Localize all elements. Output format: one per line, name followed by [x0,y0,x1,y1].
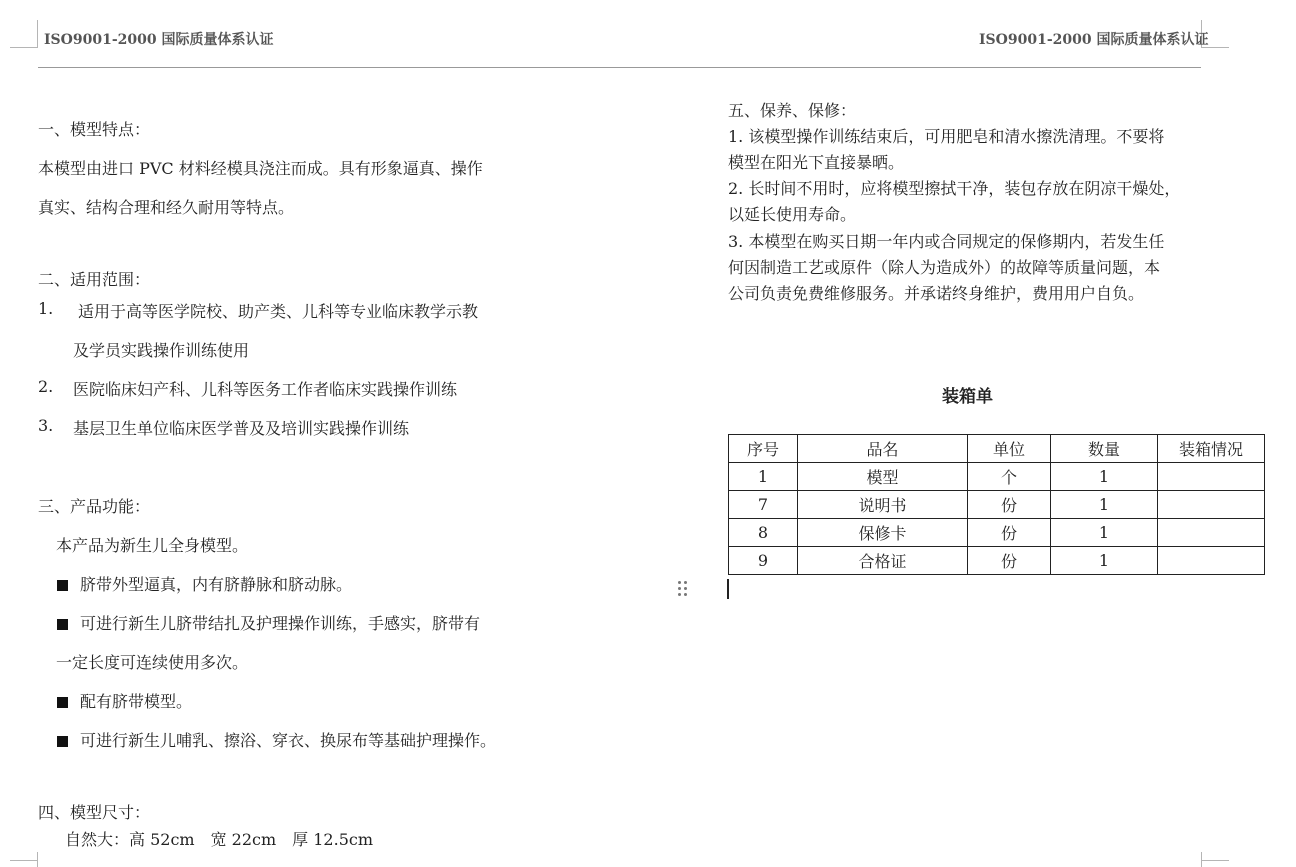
maintenance-line: 3. 本模型在购买日期一年内或合同规定的保修期内，若发生任 [728,232,1165,251]
table-header-cell: 单位 [968,435,1051,463]
table-cell: 1 [1051,491,1158,519]
maintenance-line: 以延长使用寿命。 [728,205,857,224]
text-cursor[interactable] [727,579,729,599]
bullet-item: 脐带外型逼真，内有脐静脉和脐动脉。 [57,572,352,595]
table-header-cell: 装箱情况 [1158,435,1265,463]
table-cell: 份 [968,491,1051,519]
section-1-text: 本模型由进口 PVC 材料经模具浇注而成。具有形象逼真、操作 [38,159,483,178]
bullet-square-icon [57,619,68,630]
table-cell [1158,547,1265,575]
table-cell: 1 [1051,547,1158,575]
section-3-heading: 三、产品功能： [38,497,151,516]
header-right: ISO9001-2000 国际质量体系认证 [979,32,1209,48]
table-cell: 模型 [798,463,968,491]
maintenance-line: 模型在阳光下直接暴晒。 [728,153,905,172]
list-item: 适用于高等医学院校、助产类、儿科等专业临床教学示教 [78,302,479,321]
bullet-item-continued: 一定长度可连续使用多次。 [56,653,249,672]
section-3-intro: 本产品为新生儿全身模型。 [56,536,249,555]
table-header-cell: 品名 [798,435,968,463]
header-rule [38,67,1201,68]
list-item-continued: 及学员实践操作训练使用 [73,341,250,360]
bullet-square-icon [57,580,68,591]
section-4-heading: 四、模型尺寸： [38,803,151,822]
table-cell: 7 [729,491,798,519]
bullet-item: 可进行新生儿脐带结扎及护理操作训练，手感实，脐带有 [57,611,480,634]
packing-table [728,434,1265,575]
table-cell [1158,491,1265,519]
section-2-heading: 二、适用范围： [38,270,151,289]
list-number: 1. [38,299,54,318]
table-header-cell: 数量 [1051,435,1158,463]
table-header-row [729,435,1265,463]
section-1-heading: 一、模型特点： [38,120,151,139]
table-cell: 个 [968,463,1051,491]
crop-mark [10,860,38,861]
table-cell: 合格证 [798,547,968,575]
list-number: 3. [38,416,54,435]
header-left: ISO9001-2000 国际质量体系认证 [44,32,274,48]
crop-mark [10,47,38,48]
dimensions-text: 自然大：高 52cm 宽 22cm 厚 12.5cm [65,830,374,849]
table-cell [1158,463,1265,491]
table-cell: 8 [729,519,798,547]
section-5-heading: 五、保养、保修： [728,101,857,120]
list-item: 医院临床妇产科、儿科等医务工作者临床实践操作训练 [73,380,458,399]
list-item: 基层卫生单位临床医学普及及培训实践操作训练 [73,419,410,438]
table-cell: 说明书 [798,491,968,519]
bullet-item: 配有脐带模型。 [57,689,192,712]
maintenance-line: 公司负责免费维修服务。并承诺终身维护，费用用户自负。 [728,284,1145,303]
maintenance-line: 2. 长时间不用时，应将模型擦拭干净，装包存放在阴凉干燥处， [728,179,1181,198]
list-number: 2. [38,377,54,396]
section-1-text: 真实、结构合理和经久耐用等特点。 [38,198,295,217]
table-cell: 份 [968,519,1051,547]
table-cell: 1 [1051,519,1158,547]
table-row [729,547,1265,575]
table-cell: 1 [729,463,798,491]
table-cell [1158,519,1265,547]
drag-handle-icon[interactable] [678,579,690,599]
bullet-square-icon [57,697,68,708]
table-cell: 9 [729,547,798,575]
bullet-item: 可进行新生儿哺乳、擦浴、穿衣、换尿布等基础护理操作。 [57,728,496,751]
bullet-square-icon [57,736,68,747]
table-cell: 1 [1051,463,1158,491]
table-row [729,491,1265,519]
table-row [729,463,1265,491]
crop-mark [37,20,38,48]
packing-list-title: 装箱单 [942,387,993,407]
maintenance-line: 何因制造工艺或原件（除人为造成外）的故障等质量问题，本 [728,258,1161,277]
table-row [729,519,1265,547]
crop-mark [1201,860,1229,861]
table-header-cell: 序号 [729,435,798,463]
table-cell: 保修卡 [798,519,968,547]
maintenance-line: 1. 该模型操作训练结束后，可用肥皂和清水擦洗清理。不要将 [728,127,1165,146]
table-cell: 份 [968,547,1051,575]
